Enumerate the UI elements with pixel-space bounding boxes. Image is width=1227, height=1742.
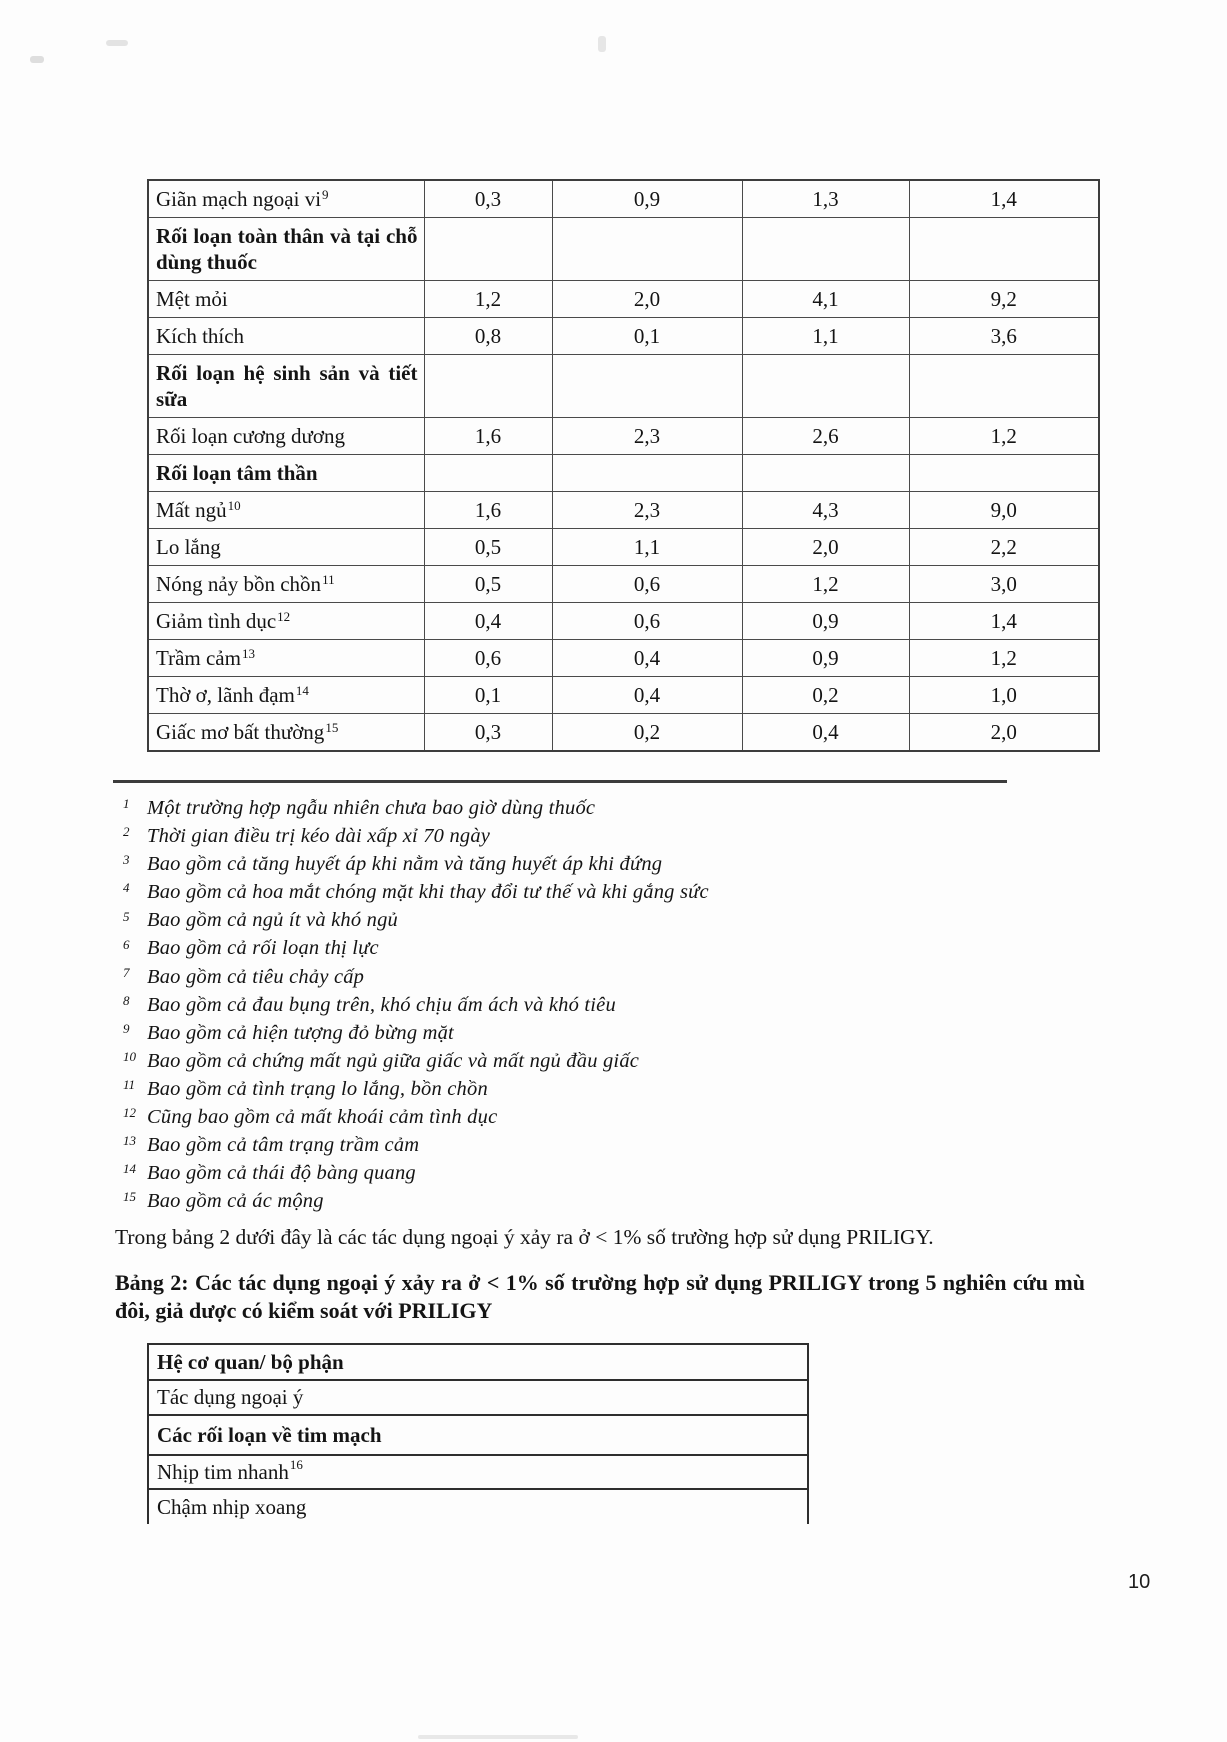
- footnote-ref: 14: [295, 682, 309, 698]
- footnote-item: $^7$ Bao gồm cả tiêu chảy cấp: [123, 964, 365, 988]
- adverse-events-table: [147, 179, 1100, 752]
- value-cell: 3,6: [909, 318, 1099, 355]
- event-label-cell: [148, 677, 424, 714]
- value-cell: 0,2: [742, 677, 909, 714]
- event-label: Rối loạn hệ sinh sản và tiết sữa: [156, 361, 418, 411]
- value-cell: 0,1: [424, 677, 552, 714]
- footnote-item: $^3$ Bao gồm cả tăng huyết áp khi nằm và tăng huyết áp khi đứng: [123, 852, 663, 876]
- event-label: Giãn mạch ngoại vi: [156, 187, 322, 211]
- row-label: Tác dụng ngoại ý: [157, 1385, 304, 1409]
- value-cell: 0,6: [552, 566, 742, 603]
- organ-table-row: Nhịp tim nhanh $^{16}$: [149, 1456, 807, 1490]
- event-label: Rối loạn toàn thân và tại chỗ dùng thuốc: [156, 224, 418, 274]
- table-row: [148, 281, 1099, 318]
- event-label-cell: [148, 455, 424, 492]
- footnote-item: $^{15}$ Bao gồm cả ác mộng: [123, 1189, 324, 1213]
- value-cell: 0,9: [742, 640, 909, 677]
- footnote-item: $^{12}$ Cũng bao gồm cả mất khoái cảm tình dục: [123, 1105, 498, 1129]
- event-label: Mất ngủ: [156, 498, 227, 522]
- value-cell: [909, 455, 1099, 492]
- event-label-cell: [148, 529, 424, 566]
- footnote-item: $^{10}$ Bao gồm cả chứng mất ngủ giữa giấc và mất ngủ đầu giấc: [123, 1049, 640, 1072]
- table-row: [148, 418, 1099, 455]
- value-cell: 0,3: [424, 714, 552, 752]
- value-cell: 1,0: [909, 677, 1099, 714]
- value-cell: 3,0: [909, 566, 1099, 603]
- value-cell: 0,4: [552, 640, 742, 677]
- value-cell: 9,2: [909, 281, 1099, 318]
- adverse-events-table-body: [148, 180, 1099, 751]
- event-label-cell: [148, 180, 424, 218]
- value-cell: 1,2: [742, 566, 909, 603]
- footnote-text: Bao gồm cả ác mộng: [147, 1190, 324, 1213]
- footnote-item: $^8$ Bao gồm cả đau bụng trên, khó chịu ấm ách và khó tiêu: [123, 992, 616, 1016]
- value-cell: [742, 355, 909, 418]
- event-label: Nóng nảy bồn chồn: [156, 572, 322, 596]
- event-label-cell: [148, 418, 424, 455]
- row-label: Chậm nhịp xoang: [157, 1494, 307, 1519]
- value-cell: [424, 455, 552, 492]
- value-cell: 0,9: [552, 180, 742, 218]
- value-cell: [552, 355, 742, 418]
- footnote-text: Bao gồm cả tình trạng lo lắng, bồn chồn: [147, 1077, 488, 1100]
- footnote-text: Một trường hợp ngẫu nhiên chưa bao giờ dùng thuốc: [147, 797, 596, 819]
- value-cell: 0,4: [552, 677, 742, 714]
- footnote-ref: 13: [241, 645, 255, 661]
- intro-paragraph: Trong bảng 2 dưới đây là các tác dụng ngoại ý xảy ra ở < 1% số trường hợp sử dụng PRILIGY.: [115, 1225, 934, 1249]
- event-label-cell: [148, 318, 424, 355]
- value-cell: 0,9: [742, 603, 909, 640]
- footnote-text: Bao gồm cả hoa mắt chóng mặt khi thay đổi tư thế và khi gắng sức: [147, 881, 709, 904]
- footnote-item: $^{13}$ Bao gồm cả tâm trạng trầm cảm: [123, 1133, 420, 1157]
- value-cell: 1,4: [909, 180, 1099, 218]
- value-cell: 0,3: [424, 180, 552, 218]
- value-cell: [424, 218, 552, 281]
- value-cell: 0,2: [552, 714, 742, 752]
- footnote-item: $^5$ Bao gồm cả ngủ ít và khó ngủ: [123, 908, 398, 932]
- value-cell: 1,6: [424, 492, 552, 529]
- page-number: 10: [1128, 1571, 1151, 1593]
- value-cell: 0,6: [424, 640, 552, 677]
- value-cell: [909, 355, 1099, 418]
- scan-artifact: [598, 36, 606, 52]
- footnote-item: $^{14}$ Bao gồm cả thái độ bàng quang: [123, 1161, 416, 1185]
- scan-artifact: [106, 40, 128, 46]
- footnote-text: Bao gồm cả tâm trạng trầm cảm: [147, 1134, 420, 1157]
- table-row: [148, 566, 1099, 603]
- table2-heading: Bảng 2: Các tác dụng ngoại ý xảy ra ở < 1% số trường hợp sử dụng PRILIGY trong 5 nghiên cứu mù đôi, giả dược có kiểm soát với PRILIGY: [115, 1270, 1085, 1323]
- value-cell: 1,4: [909, 603, 1099, 640]
- footnote-text: Cũng bao gồm cả mất khoái cảm tình dục: [147, 1106, 498, 1129]
- footnote-text: Bao gồm cả tăng huyết áp khi nằm và tăng huyết áp khi đứng: [147, 853, 663, 876]
- value-cell: 4,1: [742, 281, 909, 318]
- footnote-ref: 11: [322, 571, 335, 587]
- value-cell: 0,5: [424, 566, 552, 603]
- value-cell: 1,2: [909, 640, 1099, 677]
- table-row: [148, 714, 1099, 752]
- value-cell: 0,4: [424, 603, 552, 640]
- footnote-ref: 12: [277, 608, 291, 624]
- value-cell: [742, 218, 909, 281]
- footnote-text: Bao gồm cả hiện tượng đỏ bừng mặt: [147, 1021, 454, 1044]
- table-row: [148, 355, 1099, 418]
- value-cell: 2,0: [742, 529, 909, 566]
- table-row: [148, 218, 1099, 281]
- scan-artifact: [418, 1735, 578, 1739]
- event-label: Rối loạn tâm thần: [156, 461, 318, 485]
- value-cell: 4,3: [742, 492, 909, 529]
- event-label-cell: [148, 218, 424, 281]
- table-row: [148, 492, 1099, 529]
- footnote-text: Thời gian điều trị kéo dài xấp xỉ 70 ngày: [147, 825, 491, 848]
- event-label: Kích thích: [156, 324, 245, 348]
- value-cell: [424, 355, 552, 418]
- footnote-text: Bao gồm cả rối loạn thị lực: [147, 937, 379, 960]
- event-label: Giấc mơ bất thường: [156, 720, 325, 744]
- footnote-item: $^{11}$ Bao gồm cả tình trạng lo lắng, bồn chồn: [123, 1077, 488, 1100]
- organ-table-row: [149, 1490, 807, 1524]
- organ-system-table: [147, 1343, 809, 1524]
- value-cell: 2,2: [909, 529, 1099, 566]
- value-cell: 0,6: [552, 603, 742, 640]
- value-cell: 2,3: [552, 418, 742, 455]
- value-cell: 2,0: [909, 714, 1099, 752]
- event-label: Giảm tình dục: [156, 609, 277, 633]
- value-cell: [742, 455, 909, 492]
- table-row: [148, 318, 1099, 355]
- value-cell: 9,0: [909, 492, 1099, 529]
- value-cell: [552, 218, 742, 281]
- footnote-ref: 15: [325, 719, 339, 735]
- footnote-item: $^2$ Thời gian điều trị kéo dài xấp xỉ 70 ngày: [123, 824, 491, 848]
- value-cell: 1,2: [424, 281, 552, 318]
- table-row: [148, 603, 1099, 640]
- value-cell: 1,1: [742, 318, 909, 355]
- scan-artifact: [30, 56, 44, 63]
- event-label-cell: [148, 281, 424, 318]
- value-cell: 0,8: [424, 318, 552, 355]
- footnote-ref: 9: [322, 186, 329, 202]
- event-label-cell: [148, 603, 424, 640]
- value-cell: 2,6: [742, 418, 909, 455]
- value-cell: [909, 218, 1099, 281]
- footnote-text: Bao gồm cả chứng mất ngủ giữa giấc và mất ngủ đầu giấc: [147, 1049, 640, 1072]
- footnote-item: $^4$ Bao gồm cả hoa mắt chóng mặt khi thay đổi tư thế và khi gắng sức: [123, 880, 709, 904]
- footnotes-list: [122, 794, 709, 1215]
- footnote-item: $^1$ Một trường hợp ngẫu nhiên chưa bao giờ dùng thuốc: [123, 796, 596, 819]
- value-cell: 2,0: [552, 281, 742, 318]
- value-cell: 1,2: [909, 418, 1099, 455]
- event-label-cell: [148, 355, 424, 418]
- table-row: [148, 180, 1099, 218]
- organ-table-row: [149, 1416, 807, 1456]
- value-cell: [552, 455, 742, 492]
- event-label: Trầm cảm: [156, 646, 241, 670]
- organ-table-row: [149, 1381, 807, 1416]
- footnote-ref: 10: [227, 497, 241, 513]
- value-cell: 1,3: [742, 180, 909, 218]
- organ-table-row: [149, 1345, 807, 1381]
- event-label-cell: [148, 566, 424, 603]
- footnote-divider: [113, 780, 1007, 783]
- table-row: [148, 640, 1099, 677]
- value-cell: 2,3: [552, 492, 742, 529]
- footnote-text: Bao gồm cả đau bụng trên, khó chịu ấm ách và khó tiêu: [147, 993, 616, 1016]
- event-label-cell: [148, 492, 424, 529]
- event-label: Thờ ơ, lãnh đạm: [156, 683, 295, 707]
- footnote-text: Bao gồm cả tiêu chảy cấp: [147, 965, 365, 988]
- value-cell: 0,5: [424, 529, 552, 566]
- row-label: Các rối loạn về tim mạch: [157, 1422, 382, 1447]
- value-cell: 0,4: [742, 714, 909, 752]
- row-label: Nhịp tim nhanh: [157, 1459, 289, 1484]
- event-label-cell: [148, 640, 424, 677]
- row-label: Hệ cơ quan/ bộ phận: [157, 1349, 344, 1374]
- value-cell: 0,1: [552, 318, 742, 355]
- value-cell: 1,1: [552, 529, 742, 566]
- footnote-text: Bao gồm cả ngủ ít và khó ngủ: [147, 909, 398, 932]
- table-row: [148, 677, 1099, 714]
- table-row: [148, 529, 1099, 566]
- table-row: [148, 455, 1099, 492]
- value-cell: 1,6: [424, 418, 552, 455]
- footnote-item: $^6$ Bao gồm cả rối loạn thị lực: [123, 936, 379, 960]
- event-label: Lo lắng: [156, 535, 221, 559]
- event-label: Mệt mỏi: [156, 287, 228, 311]
- event-label: Rối loạn cương dương: [156, 424, 346, 448]
- footnote-text: Bao gồm cả thái độ bàng quang: [147, 1162, 416, 1185]
- event-label-cell: [148, 714, 424, 752]
- footnote-item: $^9$ Bao gồm cả hiện tượng đỏ bừng mặt: [123, 1020, 454, 1044]
